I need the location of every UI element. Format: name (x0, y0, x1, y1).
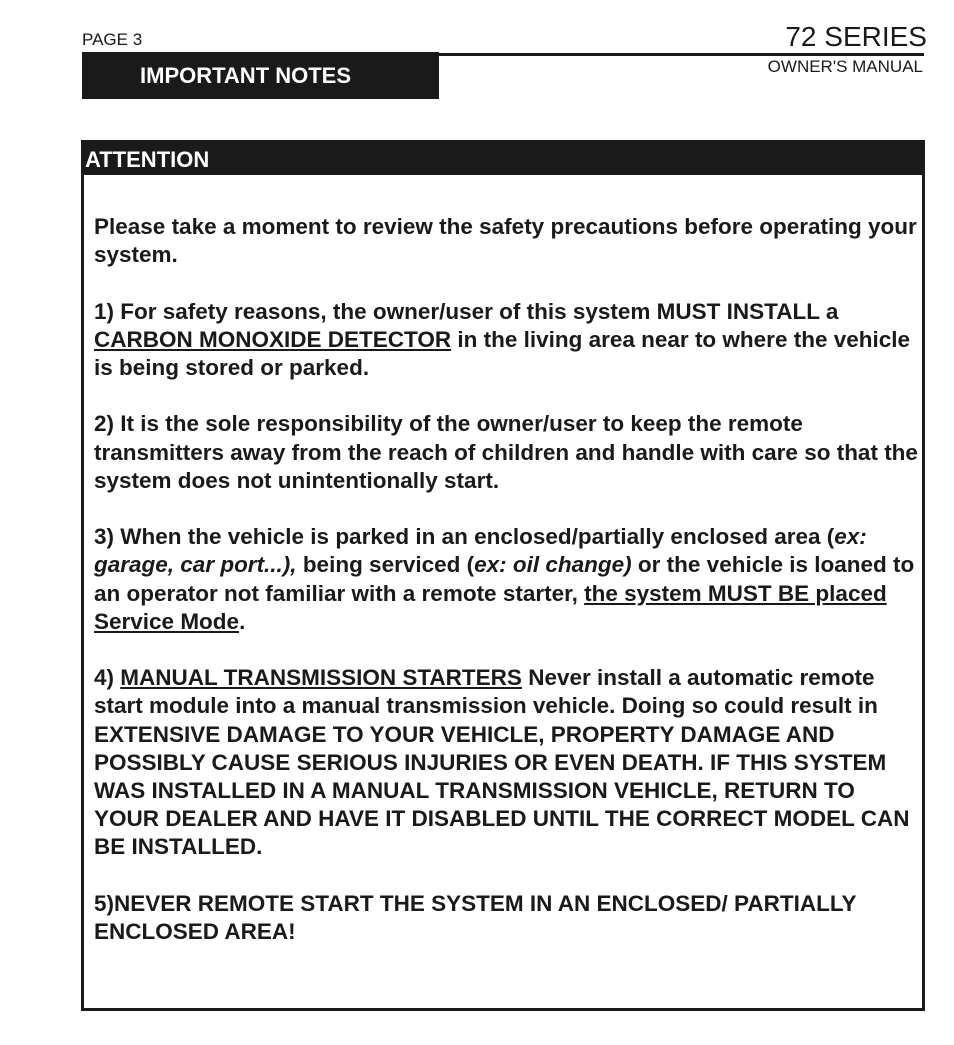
item-3-lead: 3) When the vehicle is parked in an enclosed/partially enclosed area ( (94, 524, 835, 550)
item-3-emphasis: the system MUST BE placed Service Mode (94, 580, 887, 634)
safety-item-3 (94, 523, 922, 636)
item-1-emphasis: CARBON MONOXIDE DETECTOR (94, 326, 452, 352)
intro-paragraph: Please take a moment to review the safety precautions before operating your system. (94, 214, 917, 268)
item-4-tail: Never install a automatic remote start module into a manual transmission vehicle. Doing so could result in EXTENSIVE DAMAGE TO YOUR VEHICLE, PROPERTY DAMAGE AND POSSIBLY CAUSE SERIOUS INJURIES OR EVEN DEATH. IF THIS SYSTEM WAS INSTALLED IN A MANUAL TRANSMISSION VEHICLE, RETURN TO YOUR DEALER AND HAVE IT DISABLED UNTIL THE CORRECT MODEL CAN BE INSTALLED. (94, 665, 910, 860)
attention-heading: ATTENTION (84, 143, 922, 175)
safety-item-4 (94, 664, 922, 861)
safety-item-1 (94, 298, 922, 383)
item-3-end: . (239, 608, 246, 634)
safety-item-5: 5)NEVER REMOTE START THE SYSTEM IN AN ENCLOSED/ PARTIALLY ENCLOSED AREA! (94, 890, 857, 944)
safety-item-2: 2) It is the sole responsibility of the owner/user to keep the remote transmitters away from the reach of children and handle with care so that the system does not unintentionally start. (94, 411, 918, 493)
item-3-after: or the vehicle is loaned to an operator not familiar with a remote starter, (94, 552, 915, 606)
item-3-example-1: ex: garage, car port...), (94, 524, 867, 578)
item-4-emphasis: MANUAL TRANSMISSION STARTERS (120, 665, 522, 691)
attention-body (84, 175, 922, 946)
item-4-lead: 4) (94, 665, 121, 691)
item-1-lead: 1) For safety reasons, the owner/user of this system MUST INSTALL a (94, 298, 839, 324)
series-title: 72 SERIES (785, 21, 927, 52)
header-rule (437, 53, 924, 56)
item-3-middle: being serviced ( (296, 552, 475, 578)
page-number: PAGE 3 (82, 30, 143, 49)
section-title: IMPORTANT NOTES (82, 52, 439, 99)
manual-label: OWNER'S MANUAL (767, 57, 923, 76)
item-3-example-2: ex: oil change) (474, 552, 632, 578)
attention-box (81, 140, 925, 1011)
item-1-tail: in the living area near to where the vehicle is being stored or parked. (94, 326, 911, 380)
